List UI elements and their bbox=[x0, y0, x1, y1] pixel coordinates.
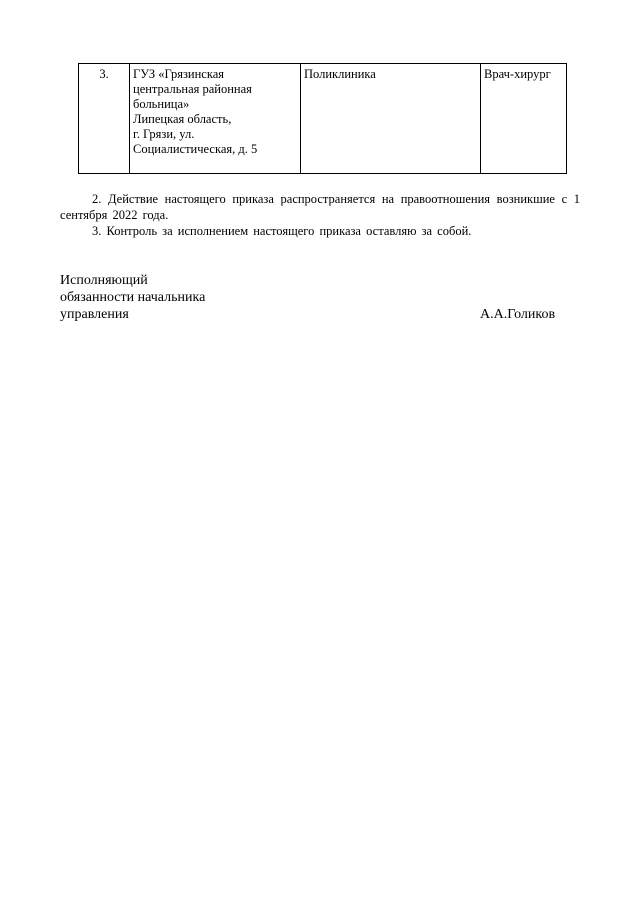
department-text: Поликлиника bbox=[304, 67, 376, 81]
table-row bbox=[79, 64, 567, 174]
organization-line: Липецкая область, bbox=[133, 112, 232, 126]
position-cell bbox=[481, 64, 567, 174]
employees-table bbox=[78, 63, 567, 174]
row-number: 3. bbox=[99, 67, 109, 81]
signature-title-line: Исполняющий bbox=[60, 273, 148, 288]
paragraph-control: 3. Контроль за исполнением настоящего приказа оставляю за собой. bbox=[92, 224, 472, 238]
signature-title-line: обязанности начальника bbox=[60, 290, 206, 305]
paragraph-effective-date: 2. Действие настоящего приказа распространяется на правоотношения возникшие с 1 сентября 2022 года. bbox=[60, 192, 580, 222]
organization-line: г. Грязи, ул. bbox=[133, 127, 195, 141]
organization-line: ГУЗ «Грязинская bbox=[133, 67, 225, 81]
signer-name: А.А.Голиков bbox=[480, 307, 556, 322]
department-cell bbox=[301, 64, 481, 174]
signature-title-line: управления bbox=[60, 307, 129, 322]
organization-line: больница» bbox=[133, 97, 190, 111]
organization-line: центральная районная bbox=[133, 82, 252, 96]
row-number-cell bbox=[79, 64, 130, 174]
organization-cell bbox=[130, 64, 301, 174]
organization-line: Социалистическая, д. 5 bbox=[133, 142, 258, 156]
position-text: Врач-хирург bbox=[484, 67, 551, 81]
signature-title bbox=[60, 272, 205, 323]
